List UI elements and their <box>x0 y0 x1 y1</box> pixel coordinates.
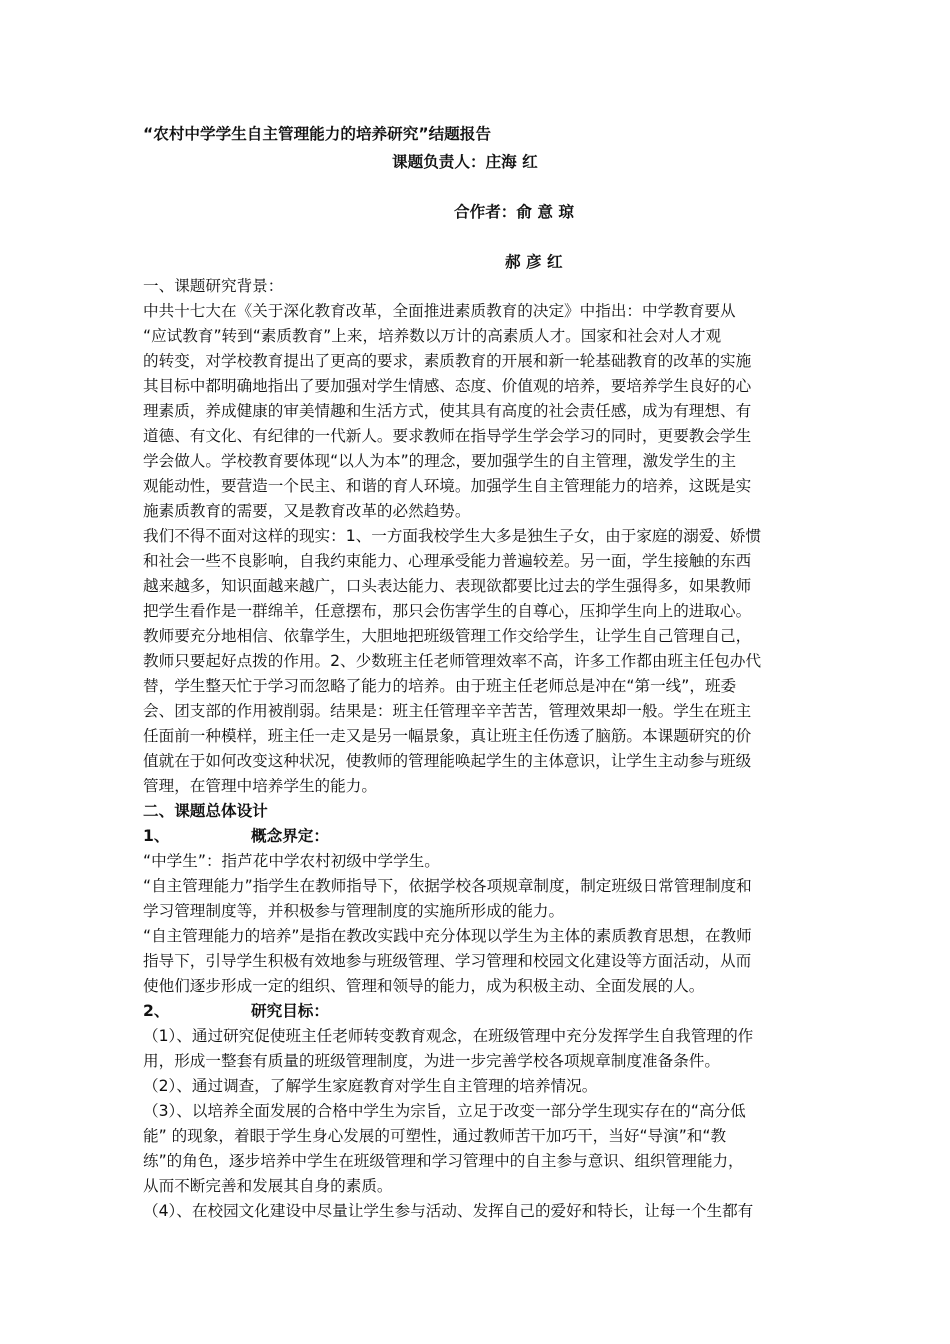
p1-line: “应试教育”转到“素质教育”上来，培养数以万计的高素质人才。国家和社会对人才观 <box>143 327 722 345</box>
item1-number: 1、 <box>143 827 170 845</box>
p1-line: 其目标中都明确地指出了要加强对学生情感、态度、价值观的培养，要培养学生良好的心 <box>143 377 752 395</box>
p2-line: 会、团支部的作用被削弱。结果是：班主任管理辛辛苦苦，管理效果却一般。学生在班主 <box>143 702 752 720</box>
p2-line: 和社会一些不良影响，自我约束能力、心理承受能力普遍较差。另一面，学生接触的东西 <box>143 552 752 570</box>
goal-3-line: 能” 的现象，着眼于学生身心发展的可塑性，通过教师苦干加巧干，当好“导演”和“教 <box>143 1127 727 1145</box>
p2-line: 教师只要起好点拨的作用。2、少数班主任老师管理效率不高，许多工作都由班主任包办代 <box>143 652 762 670</box>
definition-3-line: 指导下，引导学生积极有效地参与班级管理、学习管理和校园文化建设等方面活动，从而 <box>143 952 752 970</box>
p1-line: 施素质教育的需要，又是教育改革的必然趋势。 <box>143 502 471 520</box>
p2-line: 任面前一种模样，班主任一走又是另一幅景象，真让班主任伤透了脑筋。本课题研究的价 <box>143 727 752 745</box>
cooperator-1: 合作者：俞 意 琼 <box>454 203 575 221</box>
p1-line: 学会做人。学校教育要体现“以人为本”的理念，要加强学生的自主管理，激发学生的主 <box>143 452 737 470</box>
definition-3-line: 使他们逐步形成一定的组织、管理和领导的能力，成为积极主动、全面发展的人。 <box>143 977 705 995</box>
report-title: “农村中学学生自主管理能力的培养研究”结题报告 <box>143 125 491 143</box>
goal-3-line: （3）、以培养全面发展的合格中学生为宗旨，立足于改变一部分学生现实存在的“高分低 <box>143 1102 746 1120</box>
p1-line: 理素质，养成健康的审美情趣和生活方式，使其具有高度的社会责任感，成为有理想、有 <box>143 402 752 420</box>
goal-4: （4）、在校园文化建设中尽量让学生参与活动、发挥自己的爱好和特长，让每一个生都有 <box>143 1202 754 1220</box>
section1-heading: 一、课题研究背景： <box>143 277 284 295</box>
p1-line: 道德、有文化、有纪律的一代新人。要求教师在指导学生学会学习的同时，更要教会学生 <box>143 427 752 445</box>
p1-line: 中共十七大在《关于深化教育改革，全面推进素质教育的决定》中指出：中学教育要从 <box>143 302 736 320</box>
definition-3-line: “自主管理能力的培养”是指在教改实践中充分体现以学生为主体的素质教育思想，在教师 <box>143 927 752 945</box>
p2-line: 管理，在管理中培养学生的能力。 <box>143 777 377 795</box>
definition-2-line: 学习管理制度等，并积极参与管理制度的实施所形成的能力。 <box>143 902 565 920</box>
definition-1: “中学生”：指芦花中学农村初级中学学生。 <box>143 852 440 870</box>
goal-3-line: 从而不断完善和发展其自身的素质。 <box>143 1177 393 1195</box>
item2-heading <box>143 999 329 1023</box>
item1-heading <box>143 824 329 848</box>
definition-2-line: “自主管理能力”指学生在教师指导下，依据学校各项规章制度，制定班级日常管理制度和 <box>143 877 752 895</box>
p1-line: 观能动性，要营造一个民主、和谐的育人环境。加强学生自主管理能力的培养，这既是实 <box>143 477 752 495</box>
cooperator-2: 郝 彦 红 <box>505 253 563 271</box>
goal-2: （2）、通过调查，了解学生家庭教育对学生自主管理的培养情况。 <box>143 1077 598 1095</box>
section2-heading: 二、课题总体设计 <box>143 802 268 820</box>
item2-label: 研究目标： <box>251 1002 329 1020</box>
p2-line: 我们不得不面对这样的现实：1、一方面我校学生大多是独生子女，由于家庭的溺爱、娇惯 <box>143 527 762 545</box>
p2-line: 值就在于如何改变这种状况，使教师的管理能唤起学生的主体意识，让学生主动参与班级 <box>143 752 752 770</box>
goal-1-line: （1）、通过研究促使班主任老师转变教育观念，在班级管理中充分发挥学生自我管理的作 <box>143 1027 754 1045</box>
goal-3-line: 练”的角色，逐步培养中学生在班级管理和学习管理中的自主参与意识、组织管理能力， <box>143 1152 744 1170</box>
item2-number: 2、 <box>143 1002 170 1020</box>
p2-line: 把学生看作是一群绵羊，任意摆布，那只会伤害学生的自尊心，压抑学生向上的进取心。 <box>143 602 752 620</box>
item1-label: 概念界定： <box>251 827 329 845</box>
p2-line: 教师要充分地相信、依靠学生，大胆地把班级管理工作交给学生，让学生自己管理自己， <box>143 627 752 645</box>
goal-1-line: 用，形成一整套有质量的班级管理制度，为进一步完善学校各项规章制度准备条件。 <box>143 1052 720 1070</box>
p2-line: 替，学生整天忙于学习而忽略了能力的培养。由于班主任老师总是冲在“第一线”，班委 <box>143 677 737 695</box>
project-leader: 课题负责人：庄海 红 <box>392 153 538 171</box>
p2-line: 越来越多，知识面越来越广，口头表达能力、表现欲都要比过去的学生强得多，如果教师 <box>143 577 752 595</box>
p1-line: 的转变，对学校教育提出了更高的要求，素质教育的开展和新一轮基础教育的改革的实施 <box>143 352 752 370</box>
